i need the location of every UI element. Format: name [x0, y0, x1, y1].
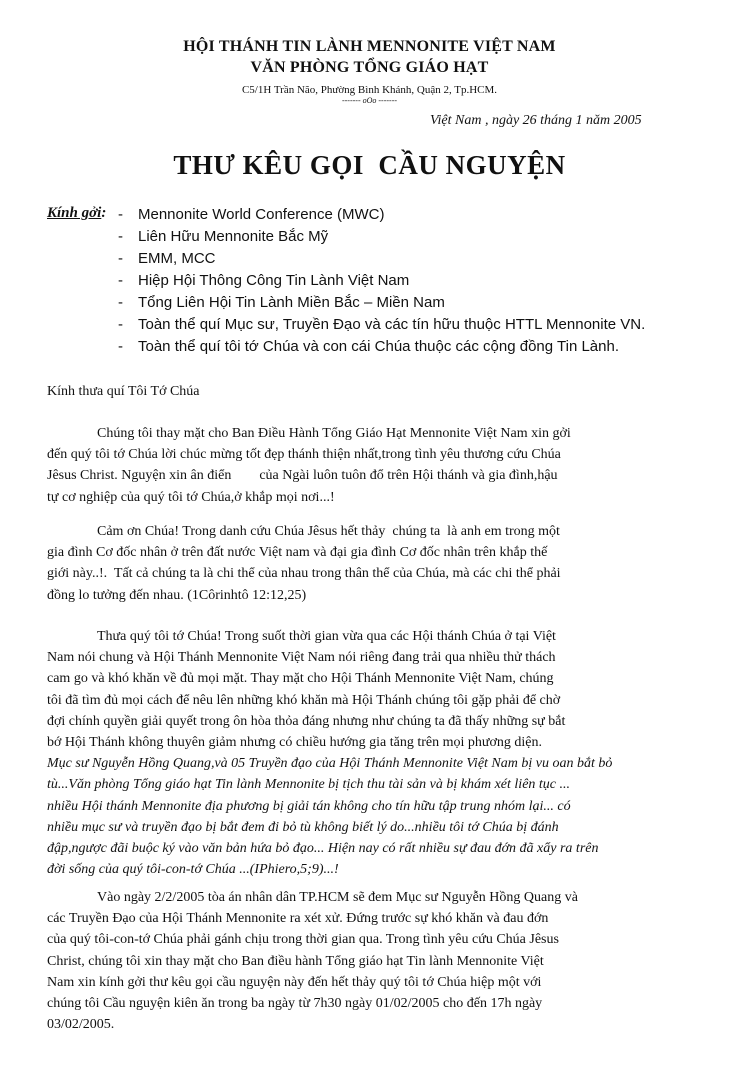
recipients-label-colon: : — [101, 205, 107, 221]
recipient-item: - Toàn thể quí Mục sư, Truyền Đạo và các tín hữu thuộc HTTL Mennonite VN. — [118, 316, 646, 333]
letter-title: THƯ KÊU GỌI CẦU NGUYỆN — [173, 150, 566, 180]
recipient-text: Liên Hữu Mennonite Bắc Mỹ — [138, 228, 329, 245]
recipient-item: - Hiệp Hội Thông Công Tin Lành Việt Nam — [118, 272, 410, 289]
paragraph-line-italic: Mục sư Nguyễn Hồng Quang,và 05 Truyền đạo của Hội Thánh Mennonite Việt Nam bị vu oan bắt bỏ — [47, 756, 613, 772]
paragraph-line: đồng lo tưởng đến nhau. (1Côrinhtô 12:12,25) — [47, 587, 307, 603]
letter-date: Việt Nam , ngày 26 tháng 1 năm 2005 — [430, 113, 642, 128]
paragraph-line: Chúng tôi thay mặt cho Ban Điều Hành Tổng Giáo Hạt Mennonite Việt Nam xin gởi — [97, 426, 571, 441]
paragraph-line-italic: tù...Văn phòng Tổng giáo hạt Tin lành Mennonite bị tịch thu tài sản và bị khám xét liên tục ... — [47, 777, 571, 793]
office-name: VĂN PHÒNG TỔNG GIÁO HẠT — [250, 59, 489, 76]
paragraph-line: đến quý tôi tớ Chúa lời chúc mừng tốt đẹp thánh thiện nhất,trong tình yêu thương cứu Chúa — [47, 447, 561, 463]
recipients-label-text: Kính gởi — [47, 205, 102, 221]
paragraph-line: các Truyền Đạo của Hội Thánh Mennonite ra xét xử. Đứng trước sự khó khăn và đau đớn — [47, 911, 549, 927]
address: C5/1H Trần Não, Phường Bình Khánh, Quận 2, Tp.HCM. — [241, 84, 498, 96]
recipient-item: - Mennonite World Conference (MWC) — [118, 206, 385, 223]
recipient-item: - Liên Hữu Mennonite Bắc Mỹ — [118, 228, 329, 245]
organization-name: HỘI THÁNH TIN LÀNH MENNONITE VIỆT NAM — [183, 38, 556, 55]
recipient-text: EMM, MCC — [138, 250, 216, 267]
paragraph-line: Christ, chúng tôi xin thay mặt cho Ban điều hành Tổng giáo hạt Tin lành Mennonite Việt — [47, 953, 544, 969]
paragraph-line-italic: nhiều mục sư và truyền đạo bị bắt đem đi bỏ tù không biết lý do...nhiều tôi tớ Chúa bị đánh — [47, 819, 559, 835]
recipient-item: - Tổng Liên Hội Tin Lành Miền Bắc – Miền Nam — [118, 294, 445, 311]
paragraph-line: tôi đã tìm đủ mọi cách để nêu lên những khó khăn mà Hội Thánh chúng tôi gặp phải để chờ — [47, 692, 561, 708]
paragraph-line: 03/02/2005. — [47, 1017, 115, 1033]
paragraph-line: bớ Hội Thánh không thuyên giảm nhưng có chiều hướng gia tăng trên mọi phương diện. — [47, 735, 542, 751]
paragraph-line: của quý tôi-con-tớ Chúa phải gánh chịu trong thời gian qua. Trong tình yêu cứu Chúa Jêsus — [47, 932, 559, 948]
paragraph-line: giới này..!. Tất cả chúng ta là chi thể của nhau trong thân thể của Chúa, mà các chi thể phải — [47, 566, 561, 582]
recipient-text: Hiệp Hội Thông Công Tin Lành Việt Nam — [138, 272, 410, 289]
paragraph-line: đợi chính quyền giải quyết trong ôn hòa thỏa đáng nhưng như chúng ta đã thấy những sự bắt — [47, 713, 566, 729]
paragraph-line-italic: đời sống của quý tôi-con-tớ Chúa ...(IPhiero,5;9)...! — [47, 862, 339, 878]
recipients-list — [118, 205, 645, 359]
paragraph-line: gia đình Cơ đốc nhân ở trên đất nước Việt nam và đại gia đình Cơ đốc nhân trên khắp thế — [47, 545, 548, 561]
paragraph-line: tự cơ nghiệp của quý tôi tớ Chúa,ở khắp mọi nơi...! — [47, 489, 335, 505]
recipients-label — [47, 205, 106, 222]
recipient-item: - EMM, MCC — [118, 250, 216, 267]
paragraph-line: cam go và khó khăn về đủ mọi mặt. Thay mặt cho Hội Thánh Mennonite Việt Nam, chúng — [47, 671, 554, 687]
ornament-divider: ------- oOo ------- — [341, 96, 398, 105]
paragraph-thanks — [47, 521, 687, 606]
recipient-text: Tổng Liên Hội Tin Lành Miền Bắc – Miền Nam — [138, 294, 445, 311]
paragraph-prayer-call — [47, 887, 687, 1035]
recipient-text: Toàn thể quí Mục sư, Truyền Đạo và các tín hữu thuộc HTTL Mennonite VN. — [138, 316, 646, 333]
paragraph-line: Nam nói chung và Hội Thánh Mennonite Việt Nam nói riêng đang trải qua nhiều thử thách — [47, 650, 556, 666]
paragraph-line: Cảm ơn Chúa! Trong danh cứu Chúa Jêsus hết thảy chúng ta là anh em trong một — [97, 524, 560, 539]
paragraph-line: Thưa quý tôi tớ Chúa! Trong suốt thời gian vừa qua các Hội thánh Chúa ở tại Việt — [97, 629, 556, 644]
paragraph-line: Nam xin kính gởi thư kêu gọi cầu nguyện này đến hết thảy quý tôi tớ Chúa hiệp một với — [47, 974, 542, 990]
recipient-text: Toàn thể quí tôi tớ Chúa và con cái Chúa thuộc các cộng đồng Tin Lành. — [138, 338, 619, 355]
paragraph-line: Jêsus Christ. Nguyện xin ân điển của Ngài luôn tuôn đổ trên Hội thánh và gia đình,hậu — [47, 468, 558, 484]
salutation: Kính thưa quí Tôi Tớ Chúa — [47, 384, 200, 399]
paragraph-line: Vào ngày 2/2/2005 tòa án nhân dân TP.HCM sẽ đem Mục sư Nguyễn Hồng Quang và — [97, 890, 578, 905]
paragraph-greeting — [47, 423, 687, 508]
paragraph-persecution — [47, 626, 687, 880]
paragraph-line-italic: đập,ngược đãi buộc ký vào văn bản hứa bỏ đạo... Hiện nay có rất nhiều sự đau đớn đã xẩy ra trên — [47, 841, 599, 857]
paragraph-line: chúng tôi Cầu nguyện kiên ăn trong ba ngày từ 7h30 ngày 01/02/2005 cho đến 17h ngày — [47, 996, 543, 1012]
paragraph-line-italic: nhiều Hội thánh Mennonite địa phương bị giải tán không cho tín hữu tập trung nhóm lại... có — [47, 798, 571, 814]
recipient-item: - Toàn thể quí tôi tớ Chúa và con cái Chúa thuộc các cộng đồng Tin Lành. — [118, 338, 619, 355]
recipient-text: Mennonite World Conference (MWC) — [138, 206, 385, 223]
